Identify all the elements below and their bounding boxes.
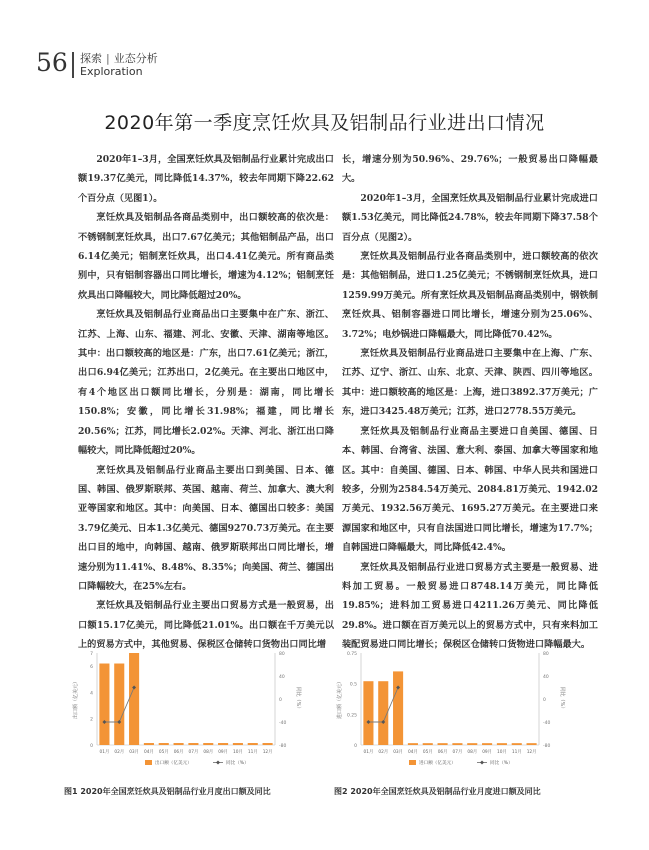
- x-tick-label: 11月: [247, 750, 258, 755]
- bar: [408, 743, 418, 745]
- bar: [159, 743, 169, 745]
- bar: [99, 664, 109, 745]
- x-tick-label: 12月: [526, 750, 537, 755]
- bar: [452, 743, 462, 745]
- bar: [188, 743, 198, 745]
- bar: [263, 743, 273, 745]
- y-tick-label: 0.75: [346, 652, 357, 657]
- figure1-caption: 图1 2020年全国烹饪炊具及铝制品行业月度出口额及同比: [64, 787, 271, 796]
- y2-tick-label: -80: [279, 744, 287, 749]
- x-tick-label: 01月: [363, 750, 374, 755]
- bar: [218, 743, 228, 745]
- paragraph: 烹饪炊具及铝制品行业商品主要进口自美国、德国、日本、韩国、台湾省、法国、意大利、泰国、加拿大等国家和地区。其中：自美国、德国、日本、韩国、中华人民共和国进口较多，分别为2584.54万美元、2084.81万美元、1942.02万美元、1932.56万美元、1695.27万美元。在主要进口来源国家和地区中，只有自法国进口同比增长，增速为17.7%；自韩国进口降幅最大，同比降低42.4%。: [342, 425, 598, 554]
- bar: [497, 743, 507, 745]
- y2-tick-label: 40: [543, 675, 549, 680]
- legend-bar-swatch: [409, 760, 416, 765]
- subsection-name: 业态分析: [113, 52, 158, 65]
- y2-tick-label: -80: [543, 744, 551, 749]
- x-tick-label: 06月: [173, 750, 184, 755]
- bar: [482, 743, 492, 745]
- section-separator: |: [106, 52, 110, 65]
- x-tick-label: 06月: [437, 750, 448, 755]
- x-tick-label: 04月: [408, 750, 418, 755]
- x-tick-label: 07月: [452, 750, 463, 755]
- bar: [467, 743, 477, 745]
- export-chart: [63, 645, 308, 773]
- x-tick-label: 09月: [482, 750, 492, 755]
- paragraph: 烹饪炊具及铝制品行业商品出口主要集中在广东、浙江、江苏、上海、山东、福建、河北、安徽、天津、湖南等地区。其中：出口额较高的地区是：广东，出口7.61亿美元；浙江，出口6.94亿美元；江苏出口，2亿美元。在主要出口地区中，有4个地区出口额同比增长，分别是：湖南，同比增长150.8%；安徽，同比增长31.98%；福建，同比增长20.56%；江苏，同比增长2.02%。天津、河北、浙江出口降幅较大，同比降低超过20%。: [78, 309, 334, 457]
- x-tick-label: 08月: [203, 750, 214, 755]
- x-tick-label: 10月: [497, 750, 507, 755]
- page-number: 56: [36, 48, 68, 77]
- bar: [114, 664, 124, 745]
- bar: [203, 743, 213, 745]
- y-tick-label: 0: [354, 744, 357, 749]
- import-chart: [327, 645, 572, 773]
- right-text-column: [342, 150, 598, 655]
- x-tick-label: 04月: [144, 750, 154, 755]
- y-axis-label: 进口额（亿美元）: [337, 678, 343, 720]
- bar: [438, 743, 448, 745]
- x-tick-label: 07月: [188, 750, 199, 755]
- y-tick-label: 2: [90, 717, 93, 723]
- legend-line-label: 同比（%）: [226, 761, 249, 766]
- x-tick-label: 03月: [129, 750, 139, 755]
- paragraph: 烹饪炊具及铝制品行业主要出口贸易方式是一般贸易，出口额15.17亿美元，同比降低21.01%。出口额在千万美元以上的贸易方式中，其他贸易、保税区仓储转口货物出口同比增: [78, 600, 334, 651]
- y2-axis-label: 同比（%）: [559, 686, 565, 712]
- y2-tick-label: 80: [543, 652, 549, 657]
- bar: [233, 743, 243, 745]
- y2-axis-label: 同比（%）: [295, 686, 301, 712]
- bar: [248, 743, 258, 745]
- x-tick-label: 10月: [233, 750, 243, 755]
- bar: [393, 671, 403, 745]
- legend-bar-swatch: [145, 760, 152, 765]
- x-tick-label: 11月: [511, 750, 522, 755]
- y2-tick-label: -40: [543, 721, 551, 726]
- section-english: Exploration: [80, 65, 143, 78]
- bar: [174, 743, 184, 745]
- paragraph: 烹饪炊具及铝制品行业进口贸易方式主要是一般贸易、进料加工贸易。一般贸易进口8748.14万美元，同比降低19.85%；进料加工贸易进口4211.26万美元、同比降低29.8%。进口额在百万美元以上的贸易方式中，只有来料加工装配贸易进口同比增长；保税区仓储转口货物进口降幅最大。: [342, 561, 598, 651]
- y2-tick-label: 80: [279, 652, 285, 657]
- legend-line-marker: [216, 761, 220, 765]
- legend-line-label: 同比（%）: [490, 761, 513, 766]
- x-tick-label: 01月: [99, 750, 110, 755]
- paragraph: 2020年1–3月，全国烹饪炊具及铝制品行业累计完成出口额19.37亿美元，同比降低14.37%，较去年同期下降22.62个百分点（见图1）。: [78, 154, 334, 204]
- bar: [363, 681, 373, 745]
- y-tick-label: 0.5: [349, 682, 357, 688]
- y2-tick-label: -40: [279, 721, 287, 726]
- bar: [129, 653, 139, 745]
- paragraph: 长，增速分别为50.96%、29.76%；一般贸易出口降幅最大。: [342, 154, 598, 185]
- left-text-column: [78, 150, 334, 655]
- y-tick-label: 7: [90, 652, 93, 657]
- y-axis-label: 出口额（亿美元）: [73, 678, 79, 720]
- paragraph: 烹饪炊具及铝制品各商品类别中，出口额较高的依次是：不锈钢制烹饪炊具，出口7.67亿美元；其他铝制品产品，出口6.14亿美元；铝制烹饪炊具，出口4.41亿美元。所有商品类别中，只有铝制容器出口同比增长，增速为4.12%；铝制烹饪炊具出口降幅较大，同比降低超过20%。: [78, 212, 334, 301]
- y-tick-label: 4: [90, 691, 93, 697]
- bar: [144, 743, 154, 745]
- header-divider: [72, 52, 74, 78]
- x-tick-label: 02月: [378, 750, 389, 755]
- x-tick-label: 05月: [158, 750, 169, 755]
- y2-tick-label: 40: [279, 675, 285, 680]
- paragraph: 烹饪炊具及铝制品行业各商品类别中，进口额较高的依次是：其他铝制品，进口1.25亿美元；不锈钢制烹饪炊具，进口1259.99万美元。所有烹饪炊具及铝制品商品类别中，钢铁制烹饪炊具、铝制容器进口同比增长，增速分别为25.06%、3.72%；电炒锅进口降幅最大，同比降低70.42%。: [342, 251, 598, 340]
- y-tick-label: 6: [90, 665, 93, 671]
- y-tick-label: 0.25: [346, 713, 357, 719]
- paragraph: 2020年1–3月，全国烹饪炊具及铝制品行业累计完成进口额1.53亿美元，同比降低24.78%，较去年同期下降37.58个百分点（见图2）。: [342, 192, 598, 243]
- legend-bar-label: 进口额（亿美元）: [419, 761, 456, 766]
- x-tick-label: 03月: [393, 750, 403, 755]
- x-tick-label: 08月: [467, 750, 478, 755]
- bar: [527, 743, 537, 745]
- article-title: 2020年第一季度烹饪炊具及铝制品行业进出口情况: [104, 112, 545, 134]
- section-label: [80, 50, 158, 66]
- paragraph: 烹饪炊具及铝制品行业商品进口主要集中在上海、广东、江苏、辽宁、浙江、山东、北京、天津、陕西、四川等地区。其中：进口额较高的地区是：上海，进口3892.37万美元；广东，进口3425.48万美元；江苏，进口2778.55万美元。: [342, 348, 598, 418]
- figure2-caption: 图2 2020年全国烹饪炊具及铝制品行业月度进口额及同比: [334, 787, 541, 796]
- paragraph: 烹饪炊具及铝制品行业商品主要出口到美国、日本、德国、韩国、俄罗斯联邦、英国、越南、荷兰、加拿大、澳大利亚等国家和地区。其中：向美国、日本、德国出口较多：美国3.79亿美元、日本1.3亿美元、德国9270.73万美元。在主要出口目的地中，向韩国、越南、俄罗斯联邦出口同比增长，增速分别为11.41%、8.48%、8.35%；向美国、荷兰、德国出口降幅较大，在25%左右。: [78, 464, 334, 592]
- section-name: 探索: [80, 52, 102, 65]
- bar: [512, 743, 522, 745]
- x-tick-label: 02月: [114, 750, 125, 755]
- legend-line-marker: [480, 761, 484, 765]
- x-tick-label: 09月: [218, 750, 228, 755]
- y2-tick-label: 0: [543, 698, 546, 703]
- bar: [423, 743, 433, 745]
- y-tick-label: 0: [90, 744, 93, 749]
- legend-bar-label: 出口额（亿美元）: [155, 761, 192, 766]
- x-tick-label: 12月: [262, 750, 273, 755]
- x-tick-label: 05月: [422, 750, 433, 755]
- y2-tick-label: 0: [279, 698, 282, 703]
